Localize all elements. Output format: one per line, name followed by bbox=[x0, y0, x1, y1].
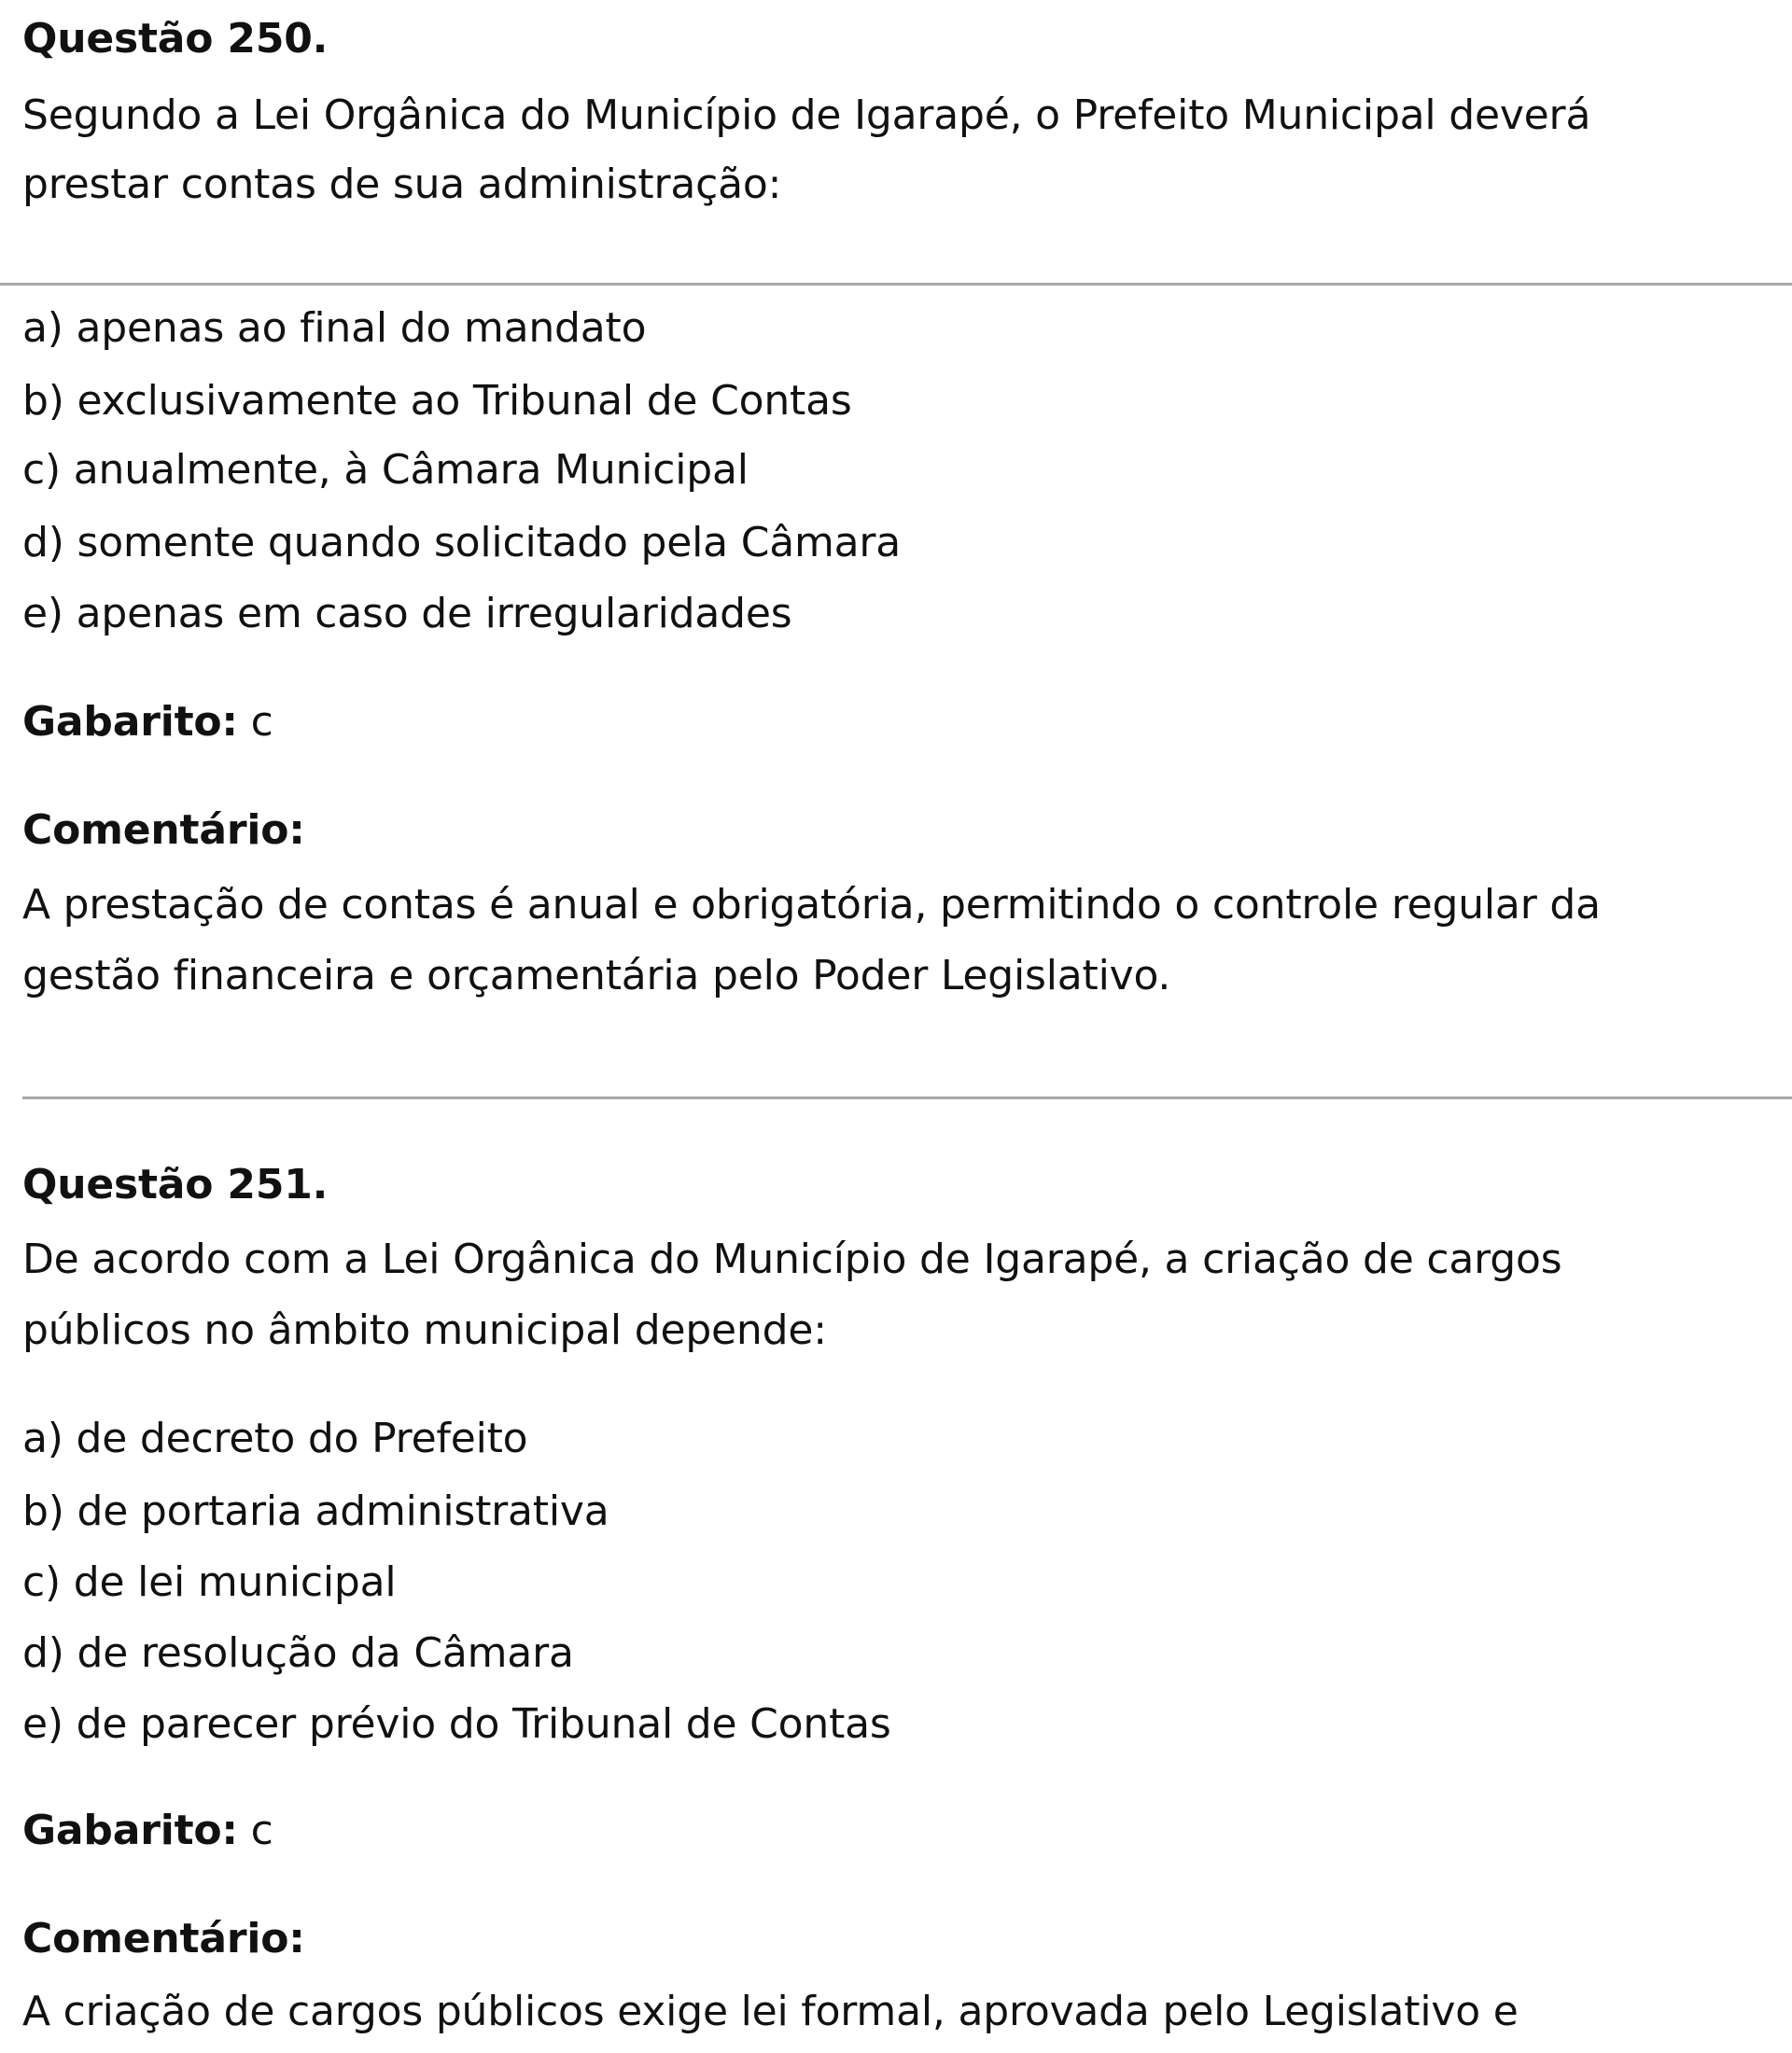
question-250-stem-line-1: Segundo a Lei Orgânica do Município de Igarapé, o Prefeito Municipal deverá bbox=[22, 91, 1591, 139]
separator-line bbox=[0, 283, 1792, 286]
question-251-option-c: c) de lei municipal bbox=[22, 1558, 397, 1606]
question-250-stem-line-2: prestar contas de sua administração: bbox=[22, 161, 782, 208]
question-251-comment-label: Comentário: bbox=[22, 1915, 305, 1962]
question-251-comment-line-1: A criação de cargos públicos exige lei formal, aprovada pelo Legislativo e bbox=[22, 1988, 1519, 2035]
question-250-comment-line-1: A prestação de contas é anual e obrigatória, permitindo o controle regular da bbox=[22, 881, 1601, 929]
question-250-option-a: a) apenas ao final do mandato bbox=[22, 304, 647, 352]
question-250-comment-label: Comentário: bbox=[22, 806, 305, 854]
question-251-option-b: b) de portaria administrativa bbox=[22, 1487, 609, 1535]
question-250-comment-line-2: gestão financeira e orçamentária pelo Poder Legislativo. bbox=[22, 952, 1171, 999]
question-251-answer bbox=[22, 1795, 273, 1866]
question-251-option-a: a) de decreto do Prefeito bbox=[22, 1415, 528, 1462]
question-251-stem-line-1: De acordo com a Lei Orgânica do Município de Igarapé, a criação de cargos bbox=[22, 1236, 1562, 1283]
answer-label: Gabarito: bbox=[22, 698, 238, 746]
question-250-heading: Questão 250. bbox=[22, 15, 329, 63]
question-250-option-b: b) exclusivamente ao Tribunal de Contas bbox=[22, 377, 852, 425]
answer-value: c bbox=[250, 698, 273, 746]
question-250-answer bbox=[22, 687, 273, 758]
separator-line bbox=[22, 1096, 1792, 1099]
answer-label: Gabarito: bbox=[22, 1807, 238, 1854]
question-251-stem-line-2: públicos no âmbito municipal depende: bbox=[22, 1306, 827, 1354]
answer-value: c bbox=[250, 1807, 273, 1854]
question-250-option-d: d) somente quando solicitado pela Câmara bbox=[22, 519, 902, 566]
question-251-option-d: d) de resolução da Câmara bbox=[22, 1629, 574, 1677]
question-250-option-e: e) apenas em caso de irregularidades bbox=[22, 590, 792, 637]
question-251-heading: Questão 251. bbox=[22, 1161, 329, 1208]
question-251-option-e: e) de parecer prévio do Tribunal de Contas bbox=[22, 1700, 891, 1748]
question-250-option-c: c) anualmente, à Câmara Municipal bbox=[22, 446, 749, 494]
